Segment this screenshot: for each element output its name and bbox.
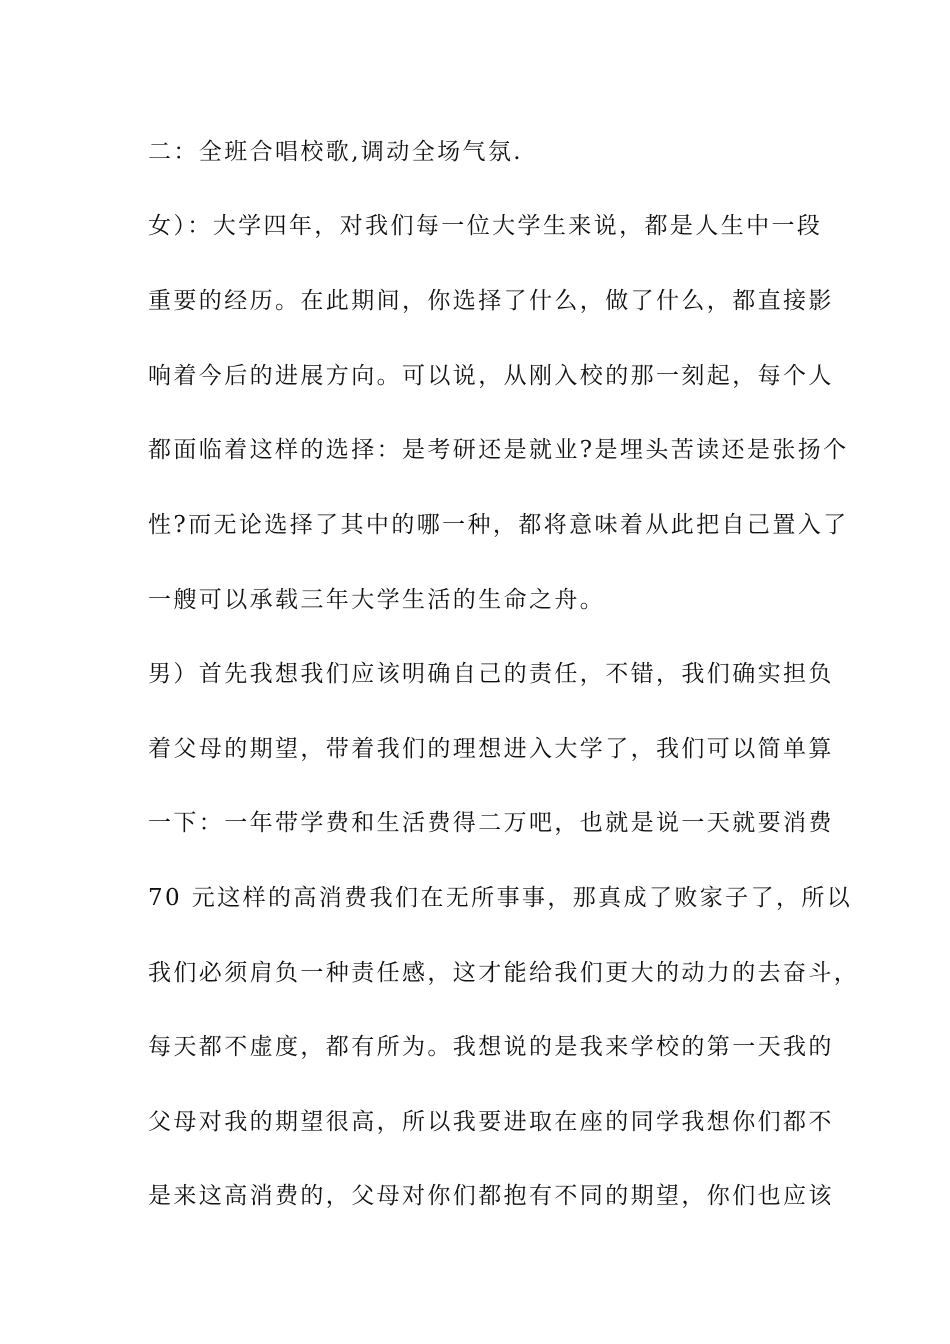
text-line-15: 是来这高消费的，父母对你们都抱有不同的期望，你们也应该 — [148, 1183, 834, 1209]
text-line-3: 重要的经历。在此期间，你选择了什么，做了什么，都直接影 — [148, 288, 834, 314]
text-line-4: 响着今后的进展方向。可以说，从刚入校的那一刻起，每个人 — [148, 363, 834, 389]
text-line-6: 性?而无论选择了其中的哪一种，都将意味着从此把自己置入了 — [148, 512, 849, 538]
text-line-10: 一下：一年带学费和生活费得二万吧，也就是说一天就要消费 — [148, 810, 834, 836]
text-line-5: 都面临着这样的选择：是考研还是就业?是埋头苦读还是张扬个 — [148, 437, 849, 463]
text-line-12: 我们必须肩负一种责任感，这才能给我们更大的动力的去奋斗， — [148, 960, 860, 986]
text-line-1: 二：全班合唱校歌,调动全场气氛. — [148, 139, 524, 165]
text-line-7: 一艘可以承载三年大学生活的生命之舟。 — [148, 587, 606, 613]
text-line-2: 女）：大学四年，对我们每一位大学生来说，都是人生中一段 — [148, 213, 823, 239]
text-line-13: 每天都不虚度，都有所为。我想说的是我来学校的第一天我的 — [148, 1034, 834, 1060]
text-line-14: 父母对我的期望很高，所以我要进取在座的同学我想你们都不 — [148, 1109, 834, 1135]
text-line-9: 着父母的期望，带着我们的理想进入大学了，我们可以简单算 — [148, 736, 834, 762]
text-line-11: 70 元这样的高消费我们在无所事事，那真成了败家子了，所以 — [148, 885, 853, 911]
text-line-8: 男）首先我想我们应该明确自己的责任，不错，我们确实担负 — [148, 661, 834, 687]
